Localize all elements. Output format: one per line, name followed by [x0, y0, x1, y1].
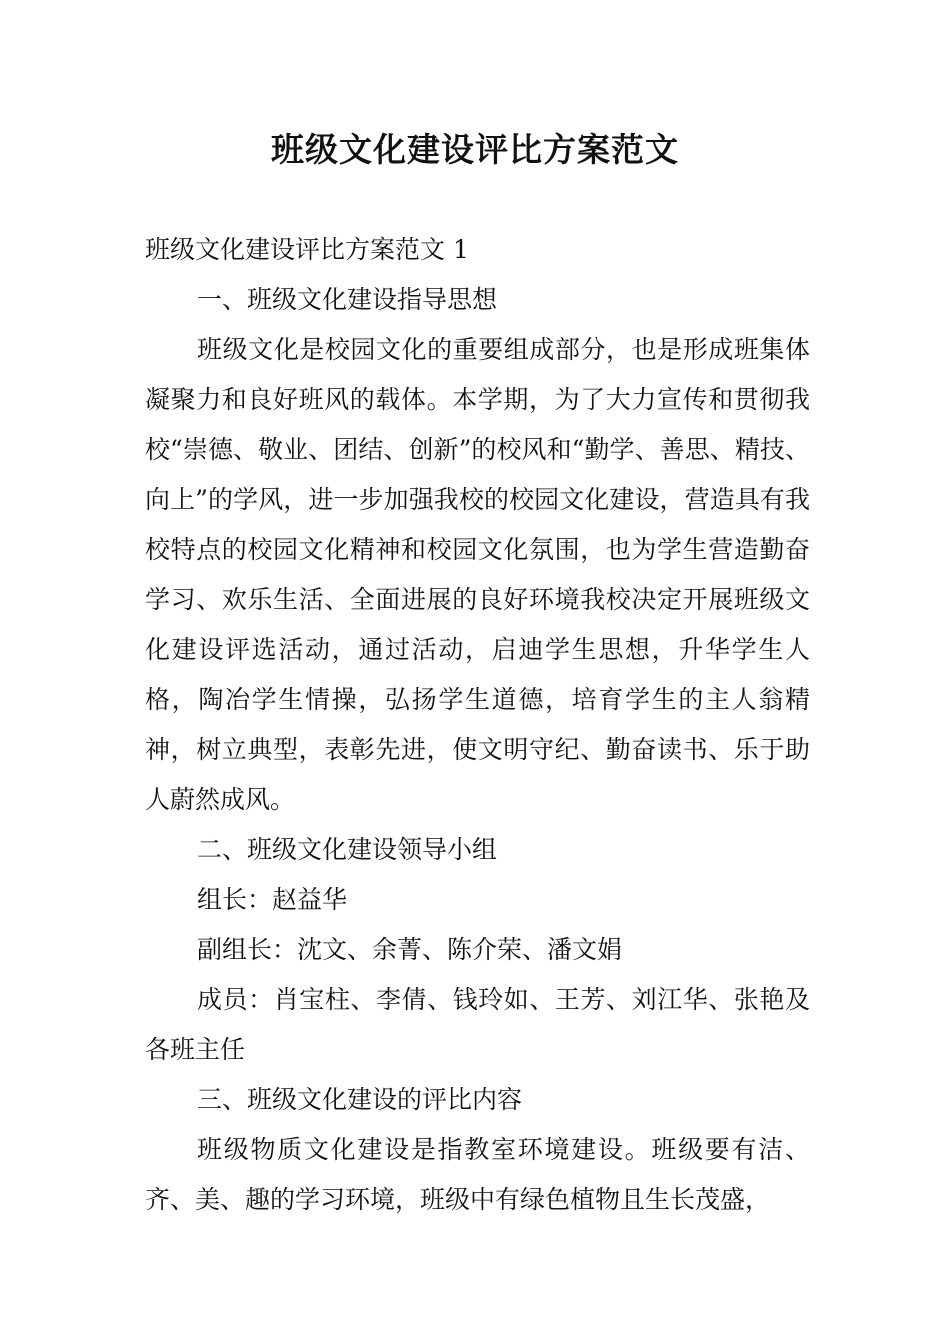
- document-title: 班级文化建设评比方案范文: [271, 130, 679, 169]
- paragraph-evaluation-content: 班级物质文化建设是指教室环境建设。班级要有洁、齐、美、趣的学习环境，班级中有绿色植物且生长茂盛，: [145, 1135, 810, 1214]
- members-line: 成员：肖宝柱、李倩、钱玲如、王芳、刘江华、张艳及各班主任: [145, 985, 810, 1064]
- document-body: [145, 225, 810, 1225]
- heading-guiding-ideology: 一、班级文化建设指导思想: [197, 285, 498, 314]
- heading-leadership-group: 二、班级文化建设领导小组: [197, 835, 498, 864]
- heading-evaluation-content: 三、班级文化建设的评比内容: [197, 1085, 523, 1114]
- leader-line: 组长：赵益华: [197, 885, 348, 914]
- paragraph-guiding-ideology: 班级文化是校园文化的重要组成部分，也是形成班集体凝聚力和良好班风的载体。本学期，为了大力宣传和贯彻我校“崇德、敬业、团结、创新”的校风和“勤学、善思、精技、向上”的学风，进一步加强我校的校园文化建设，营造具有我校特点的校园文化精神和校园文化氛围，也为学生营造勤奋学习、欢乐生活、全面进展的良好环境我校决定开展班级文化建设评选活动，通过活动，启迪学生思想，升华学生人格，陶冶学生情操，弘扬学生道德，培育学生的主人翁精神，树立典型，表彰先进，使文明守纪、勤奋读书、乐于助人蔚然成风。: [145, 335, 810, 814]
- section-heading: 班级文化建设评比方案范文 1: [145, 235, 469, 264]
- deputy-leader-line: 副组长：沈文、余菁、陈介荣、潘文娟: [197, 935, 623, 964]
